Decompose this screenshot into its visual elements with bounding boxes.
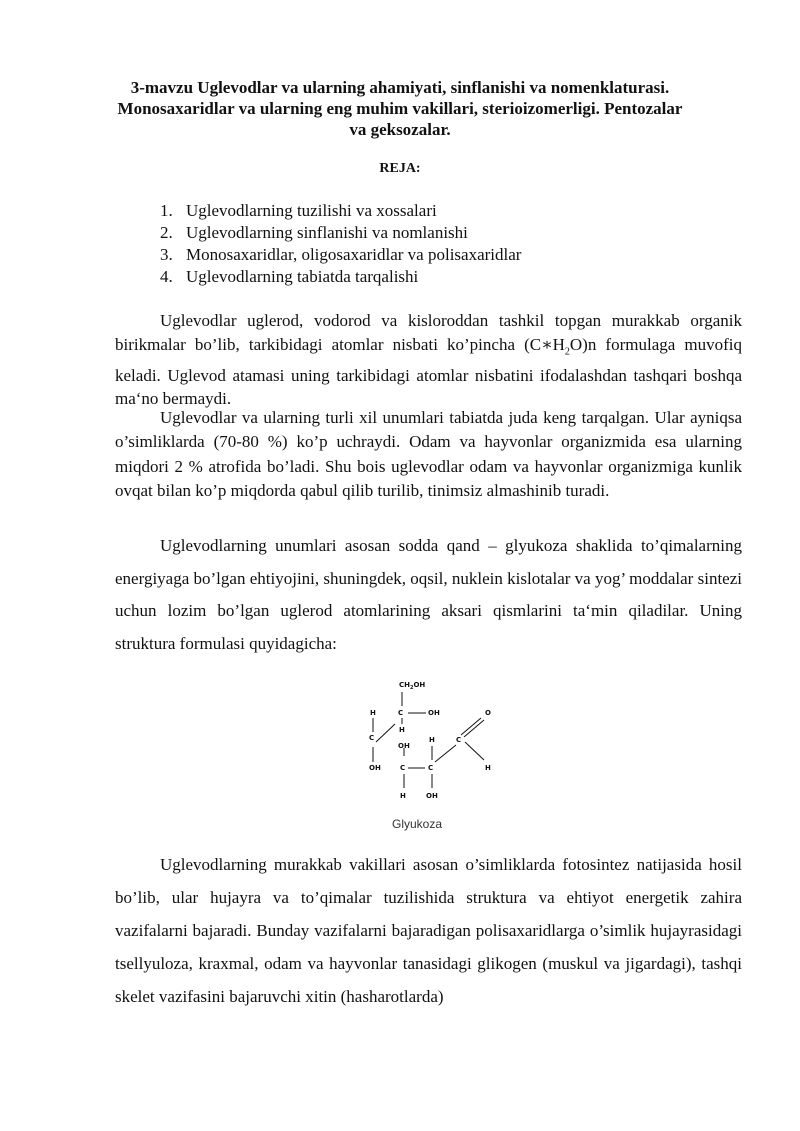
plan-item: 3. Monosaxaridlar, oligosaxaridlar va polisaxaridlar: [160, 245, 522, 264]
paragraph-2: Uglevodlar va ularning turli xil unumlari tabiatda juda keng tarqalgan. Ular ayniqsa o’simliklarda (70-80 %) ko’p uchraydi. Odam va hayvonlar organizmida esa ularning miqdori 2 % atrofida bo’ladi. Shu bois uglevodlar odam va hayvonlar organizmiga kunlik ovqat bilan ko’p miqdorda qabul qilib turilib, tinimsiz almashinib turadi.: [115, 408, 742, 501]
label-c-bottom-left: C: [400, 764, 406, 772]
label-h-bottom: H: [400, 792, 406, 800]
document-title: 3-mavzu Uglevodlar va ularning ahamiyati, sinflanishi va nomenklaturasi. Monosaxaridlar va ularning eng muhim vakillari, sterioizomerligi. Pentozalar va geksozalar.: [117, 78, 683, 139]
paragraph-4: Uglevodlarning murakkab vakillari asosan o’simliklarda fotosintez natijasida hosil bo’lib, ular hujayra va to’qimalar tuzilishida struktura va ehtiyot energetik zahira vazifalarni bajaradi. Bunday vazifalarni bajaradigan polisaxaridlarga o’simlik hujayrasidagi tsellyuloza, kraxmal, odam va hayvonlar tanasidagi glikogen (muskul va jigardagi), tashqi skelet vazifasini bajaruvchi xitin (hasharotlarda): [115, 855, 742, 1006]
plan-item: 4. Uglevodlarning tabiatda tarqalishi: [160, 267, 419, 286]
plan-item-text: Uglevodlarning tabiatda tarqalishi: [186, 267, 419, 286]
label-c-left: C: [369, 734, 375, 742]
plan-heading: REJA:: [379, 161, 421, 176]
glucose-structure-diagram: [360, 676, 500, 816]
bond-c-o-double-a: [464, 720, 484, 737]
plan-item: 1. Uglevodlarning tuzilishi va xossalari: [160, 201, 437, 220]
diagram-caption: Glyukoza: [391, 817, 443, 831]
paragraph-1: Uglevodlar uglerod, vodorod va kisloroddan tashkil topgan murakkab organik birikmalar bo’lib, tarkibidagi atomlar nisbati ko’pincha $(C∗H_2O)n$ formulaga muvofiq keladi. Uglevod atamasi uning tarkibidagi atomlar nisbatini ifodalashdan tashqari boshqa ma‘no bermaydi.: [115, 311, 742, 409]
bond-c-o-double-b: [461, 718, 481, 735]
plan-item-text: Monosaxaridlar, oligosaxaridlar va polisaxaridlar: [186, 245, 522, 264]
label-h-right: H: [485, 764, 491, 772]
plan-item: 2. Uglevodlarning sinflanishi va nomlanishi: [160, 223, 468, 242]
label-c-right: C: [456, 736, 462, 744]
bond-c-to-c-right: [435, 745, 456, 762]
label-h-under-c: H: [399, 726, 405, 734]
label-ch2oh: $CH_2OH$: [399, 681, 426, 691]
label-c-bottom-right: C: [428, 764, 434, 772]
label-oh-mid: OH: [398, 742, 410, 750]
label-oh-bottom: OH: [426, 792, 438, 800]
bond-c-h-right: [465, 742, 484, 760]
plan-list: [160, 200, 521, 288]
plan-item-text: Uglevodlarning tuzilishi va xossalari: [186, 201, 437, 220]
label-h-top-left: H: [370, 709, 376, 717]
bond-c-left-diag: [376, 724, 395, 742]
label-h-mid: H: [429, 736, 435, 744]
label-c-top: C: [398, 709, 404, 717]
label-o: O: [485, 709, 491, 717]
plan-item-text: Uglevodlarning sinflanishi va nomlanishi: [186, 223, 468, 242]
paragraph-3: Uglevodlarning unumlari asosan sodda qand – glyukoza shaklida to’qimalarning energiyaga bo’lgan ehtiyojini, shuningdek, oqsil, nuklein kislotalar va yog’ moddalar sintezi uchun lozim bo’lgan uglerod atomlarining aksari qismlarini ta‘min qiladilar. Uning struktura formulasi quyidagicha:: [115, 536, 742, 653]
label-oh-top: OH: [428, 709, 440, 717]
label-oh-left: OH: [369, 764, 381, 772]
